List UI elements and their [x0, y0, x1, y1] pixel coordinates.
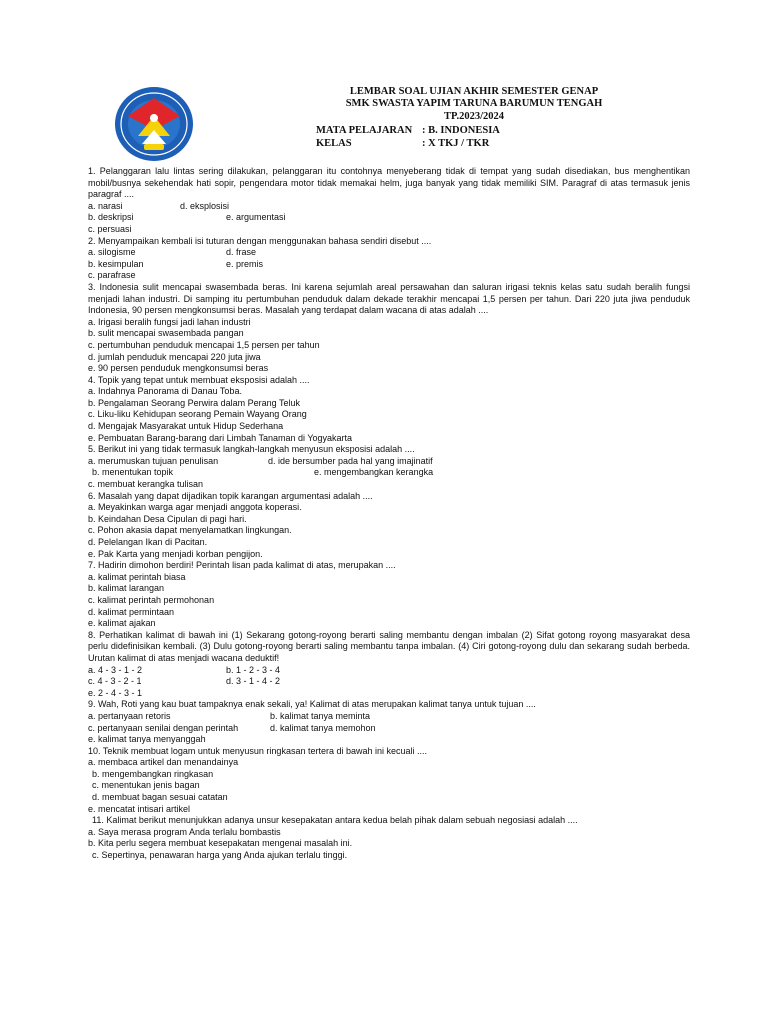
option-row: [88, 723, 690, 735]
option-b: b. 1 - 2 - 3 - 4: [226, 664, 281, 675]
option-a: a. silogisme: [88, 247, 136, 258]
question-stem: 3. Indonesia sulit mencapai swasembada beras. Ini karena sejumlah areal persawahan dan saluran irigasi teknis kelas satu sudah beralih fungsi menjadi lahan industri. Di samping itu pertumbuhan penduduk dalam dekade terakhir mencapai 1,5 persen per tahun. Dari 220 juta jiwa penduduk Indonesia, 90 persen mengkonsumsi beras. Masalah yang terdapat dalam wacana di atas adalah ....: [88, 281, 690, 316]
option-a: a. membaca artikel dan menandainya: [88, 757, 239, 768]
question-stem: 2. Menyampaikan kembali isi tuturan dengan menggunakan bahasa sendiri disebut ....: [88, 235, 432, 246]
option-a: a. kalimat perintah biasa: [88, 571, 186, 582]
option-row: [88, 456, 690, 468]
exam-title: LEMBAR SOAL UJIAN AKHIR SEMESTER GENAP: [349, 86, 599, 97]
option-b: b. deskripsi: [88, 212, 134, 223]
option-c: c. Pohon akasia dapat menyelamatkan lingkungan.: [88, 525, 292, 536]
option-b: b. Keindahan Desa Cipulan di pagi hari.: [88, 513, 247, 524]
option-a: a. Irigasi beralih fungsi jadi lahan industri: [88, 316, 251, 327]
option-row: [88, 676, 690, 688]
question-stem: 10. Teknik membuat logam untuk menyusun ringkasan tertera di bawah ini kecuali ....: [88, 745, 428, 756]
option-b: b. sulit mencapai swasembada pangan: [88, 328, 244, 339]
option-a: a. pertanyaan retoris: [88, 710, 171, 721]
option-b: b. Kita perlu segera membuat kesepakatan mengenai masalah ini.: [88, 838, 353, 849]
option-c: c. menentukan jenis bagan: [92, 780, 200, 791]
option-b: b. kesimpulan: [88, 258, 144, 269]
option-row: [88, 665, 690, 677]
question-stem: 1. Pelanggaran lalu lintas sering dilakukan, pelanggaran itu contohnya menyeberang tidak di tempat yang sudah disediakan, bus menghentikan mobil/busnya sekehendak hati sopir, pengendara motor tidak memakai helm, juga banyak yang tidak memiliki SIM. Paragraf di atas termasuk jenis paragraf ....: [88, 166, 690, 200]
option-d: d. 3 - 1 - 4 - 2: [226, 676, 281, 687]
option-d: d. eksplosisi: [180, 200, 230, 211]
option-e: e. Pak Karta yang menjadi korban pengijon.: [88, 548, 263, 559]
option-e: e. mengembangkan kerangka: [314, 467, 434, 478]
option-a: a. merumuskan tujuan penulisan: [88, 455, 219, 466]
option-b: b. kalimat larangan: [88, 583, 165, 594]
option-row: [88, 711, 690, 723]
school-name: SMK SWASTA YAPIM TARUNA BARUMUN TENGAH: [345, 98, 603, 109]
school-logo: [114, 86, 194, 162]
option-e: e. 90 persen penduduk mengkonsumsi beras: [88, 363, 269, 374]
class-label: KELAS: [316, 138, 352, 149]
option-e: e. argumentasi: [226, 212, 286, 223]
option-d: d. Mengajak Masyarakat untuk Hidup Sederhana: [88, 421, 284, 432]
option-b: b. mengembangkan ringkasan: [92, 768, 214, 779]
option-b: b. kalimat tanya meminta: [270, 710, 371, 721]
option-c: c. membuat kerangka tulisan: [88, 479, 204, 490]
question-stem: 4. Topik yang tepat untuk membuat eksposisi adalah ....: [88, 374, 310, 385]
option-d: d. kalimat tanya memohon: [270, 722, 376, 733]
question-stem: 6. Masalah yang dapat dijadikan topik karangan argumentasi adalah ....: [88, 490, 373, 501]
class-value: : X TKJ / TKR: [422, 138, 490, 149]
option-c: c. Liku-liku Kehidupan seorang Pemain Wayang Orang: [88, 409, 307, 420]
option-row: [88, 201, 690, 213]
option-c: c. kalimat perintah permohonan: [88, 594, 215, 605]
option-e: e. kalimat tanya menyanggah: [88, 734, 206, 745]
subject-value: : B. INDONESIA: [422, 125, 500, 136]
option-a: a. Indahnya Panorama di Danau Toba.: [88, 386, 242, 397]
option-c: c. pertanyaan senilai dengan perintah: [88, 722, 239, 733]
question-stem: 8. Perhatikan kalimat di bawah ini (1) Sekarang gotong-royong berarti saling membantu dengan imbalan (2) Sifat gotong royong masyarakat desa perlu didefinisikan kembali. (3) Dulu gotong-royong berarti saling membantu tanpa imbalan. (4) Ciri gotong-royong dulu dan sekarang sudah berbeda. Urutan kalimat di atas menjadi wacana deduktif!: [88, 629, 690, 663]
option-c: c. Sepertinya, penawaran harga yang Anda ajukan terlalu tinggi.: [92, 850, 348, 861]
option-c: c. pertumbuhan penduduk mencapai 1,5 persen per tahun: [88, 339, 320, 350]
option-c: c. 4 - 3 - 2 - 1: [88, 676, 142, 687]
option-e: e. mencatat intisari artikel: [88, 803, 191, 814]
question-stem: 9. Wah, Roti yang kau buat tampaknya enak sekali, ya! Kalimat di atas merupakan kalimat tanya untuk tujuan ....: [88, 699, 536, 710]
school-year: TP.2023/2024: [444, 111, 504, 122]
option-e: e. 2 - 4 - 3 - 1: [88, 687, 143, 698]
option-e: e. kalimat ajakan: [88, 618, 156, 629]
option-e: e. Pembuatan Barang-barang dari Limbah Tanaman di Yogyakarta: [88, 432, 353, 443]
option-row: [88, 259, 690, 271]
option-row: [88, 467, 690, 479]
option-a: a. Saya merasa program Anda terlalu bombastis: [88, 826, 281, 837]
question-stem: 11. Kalimat berikut menunjukkan adanya unsur kesepakatan antara kedua belah pihak dalam sebuah negosiasi adalah ....: [92, 815, 578, 826]
option-row: [88, 212, 690, 224]
option-b: b. menentukan topik: [92, 467, 174, 478]
document-header: [88, 86, 748, 161]
option-a: a. Meyakinkan warga agar menjadi anggota koperasi.: [88, 502, 302, 513]
question-stem: 7. Hadirin dimohon berdiri! Perintah lisan pada kalimat di atas, merupakan ....: [88, 560, 396, 571]
option-e: e. premis: [226, 258, 264, 269]
option-row: [88, 247, 690, 259]
question-stem: 5. Berikut ini yang tidak termasuk langkah-langkah menyusun eksposisi adalah ....: [88, 444, 415, 455]
option-d: d. kalimat permintaan: [88, 606, 175, 617]
option-d: d. jumlah penduduk mencapai 220 juta jiwa: [88, 351, 261, 362]
option-c: c. parafrase: [88, 270, 136, 281]
option-d: d. Pelelangan Ikan di Pacitan.: [88, 537, 208, 547]
option-b: b. Pengalaman Seorang Perwira dalam Perang Teluk: [88, 397, 300, 408]
subject-label: MATA PELAJARAN: [316, 125, 413, 136]
option-a: a. narasi: [88, 200, 123, 211]
questions-list: [88, 166, 690, 862]
option-d: d. membuat bagan sesuai catatan: [92, 792, 228, 803]
option-d: d. ide bersumber pada hal yang imajinatif: [268, 455, 433, 466]
option-c: c. persuasi: [88, 223, 132, 234]
option-a: a. 4 - 3 - 1 - 2: [88, 664, 143, 675]
option-d: d. frase: [226, 247, 257, 258]
